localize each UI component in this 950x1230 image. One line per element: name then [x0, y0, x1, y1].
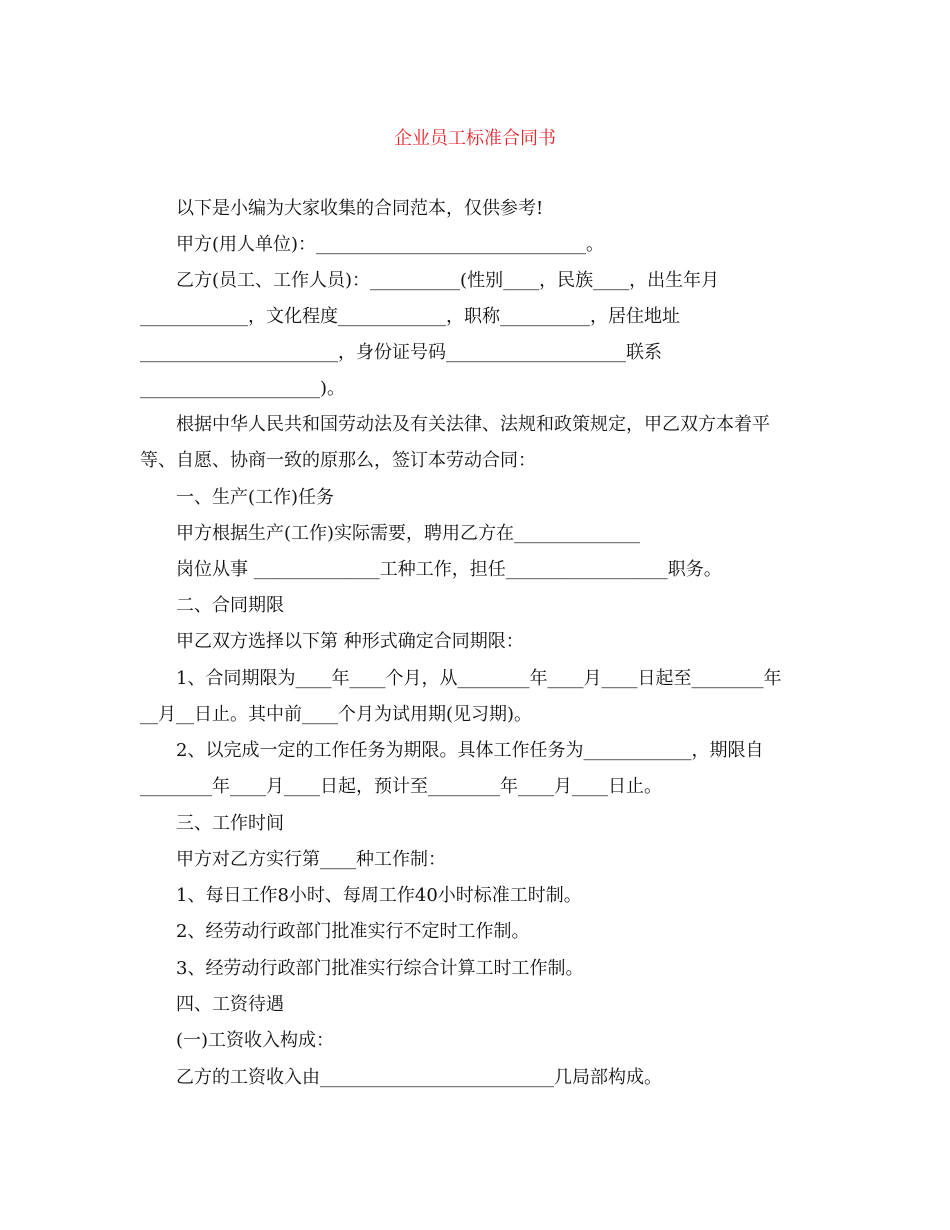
- party-a-line: 甲方(用人单位)：______________________________。: [176, 234, 605, 255]
- section-heading-4: 四、工资待遇: [176, 994, 284, 1015]
- term-option-2: 2、以完成一定的工作任务为期限。具体工作任务为____________，期限自: [176, 740, 764, 761]
- document-title: 企业员工标准合同书: [394, 128, 556, 149]
- task-line-2: 岗位从事 ______________工种工作，担任__________________职务。: [176, 559, 722, 580]
- wage-composition-line: 乙方的工资收入由__________________________几局部构成。: [176, 1067, 662, 1088]
- term-option-2-cont: ________年____月____日起，预计至________年____月____日止。: [140, 776, 662, 797]
- work-system-option-3: 3、经劳动行政部门批准实行综合计算工时工作制。: [176, 958, 584, 979]
- party-b-line-2: ____________，文化程度____________，职称__________，居住地址: [140, 306, 680, 327]
- term-intro-line: 甲乙双方选择以下第 种形式确定合同期限：: [176, 631, 524, 652]
- work-system-option-2: 2、经劳动行政部门批准实行不定时工作制。: [176, 921, 530, 942]
- section-heading-2: 二、合同期限: [176, 595, 284, 616]
- party-b-line: 乙方(员工、工作人员)：__________(性别____，民族____，出生年月: [176, 270, 720, 291]
- section-heading-3: 三、工作时间: [176, 813, 284, 834]
- task-line: 甲方根据生产(工作)实际需要，聘用乙方在______________: [176, 523, 641, 544]
- work-system-line: 甲方对乙方实行第____种工作制：: [176, 849, 446, 870]
- term-option-1: 1、合同期限为____年____个月，从________年____月____日起至________年: [176, 668, 782, 689]
- preamble-line-2: 等、自愿、协商一致的原那么，签订本劳动合同：: [140, 450, 536, 471]
- preamble-line: 根据中华人民共和国劳动法及有关法律、法规和政策规定，甲乙双方本着平: [176, 414, 770, 435]
- work-system-option-1: 1、每日工作8小时、每周工作40小时标准工时制。: [176, 885, 582, 906]
- party-b-line-3: ______________________，身份证号码____________________联系: [140, 342, 662, 363]
- intro-line: 以下是小编为大家收集的合同范本，仅供参考!: [176, 198, 544, 219]
- section-heading-1: 一、生产(工作)任务: [176, 487, 335, 508]
- wage-subheading: (一)工资收入构成：: [176, 1030, 335, 1051]
- party-b-line-4: ____________________)。: [140, 378, 346, 399]
- term-option-1-cont: __月__日止。其中前____个月为试用期(见习期)。: [140, 704, 533, 725]
